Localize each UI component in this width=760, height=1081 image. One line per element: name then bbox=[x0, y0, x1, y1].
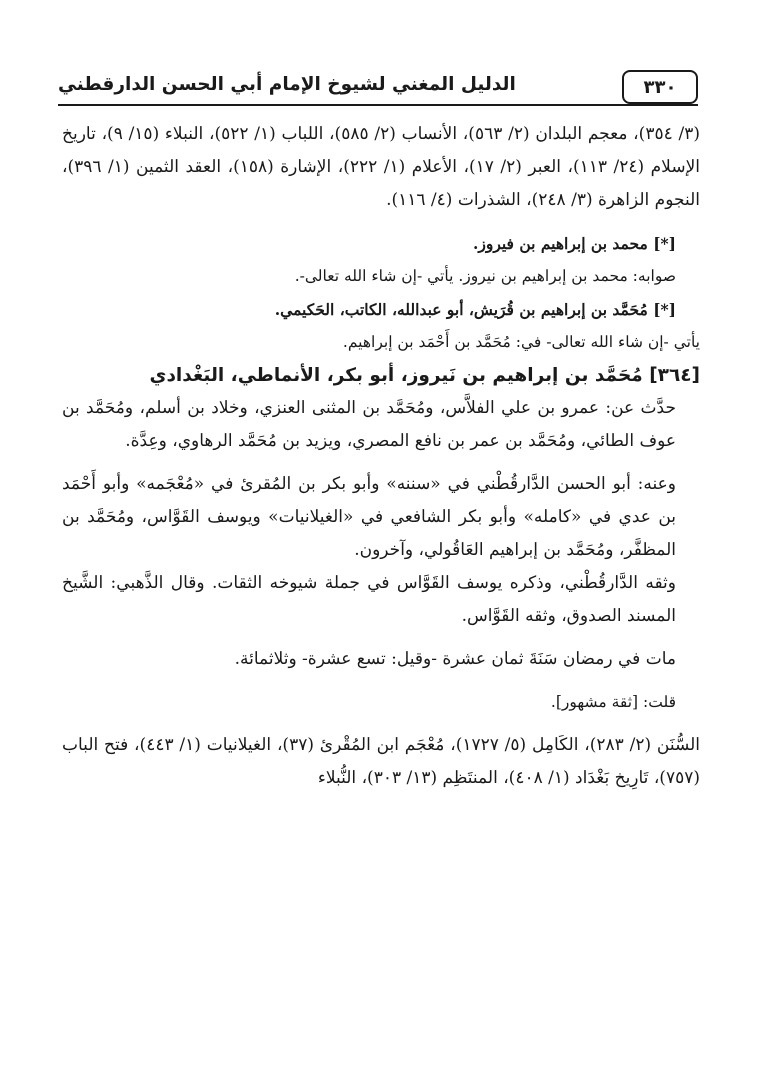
entry-students: وعنه: أبو الحسن الدَّارقُطْني في «سننه» وأبو بكر بن المُقرئ في «مُعْجَمه» وأبو أَحْمَد بن عدي في «كامله» وأبو بكر الشافعي في «الغيلانيات» ويوسف القَوَّاس، ومُحَمَّد بن المظفَّر، ومُحَمَّد بن إبراهيم العَاقُولي، وآخرون. bbox=[62, 474, 676, 560]
spacer bbox=[62, 676, 700, 686]
references-continued: (٣/ ٣٥٤)، معجم البلدان (٢/ ٥٦٣)، الأنساب (٢/ ٥٨٥)، اللباب (١/ ٥٢٢)، النبلاء (١٥/ ٩)، تاريخ الإسلام (٢٤/ ١١٣)، العبر (٢/ ١٧)، الأعلام (١/ ٢٢٢)، الإشارة (١٥٨)، العقد الثمين (١/ ٣٩٦)، النجوم الزاهرة (٣/ ٢٤٨)، الشذرات (٤/ ١١٦). bbox=[62, 124, 700, 210]
spacer bbox=[62, 217, 700, 227]
entry-verdict: قلت: [ثقة مشهور]. bbox=[550, 693, 676, 711]
page-number: ٣٣٠ bbox=[622, 70, 698, 104]
spacer bbox=[62, 458, 700, 468]
header-rule bbox=[58, 104, 698, 106]
running-title: الدليل المغني لشيوخ الإمام أبي الحسن الدارقطني bbox=[58, 74, 516, 95]
note-text-2: يأتي -إن شاء الله تعالى- في: مُحَمَّد بن أَحْمَد بن إبراهيم. bbox=[342, 333, 700, 351]
entry-teachers: حدَّث عن: عمرو بن علي الفلاَّس، ومُحَمَّد بن المثنى العنزي، وخلاد بن أسلم، ومُحَمَّد بن عوف الطائي، ومُحَمَّد بن عمر بن نافع المصري، ويزيد بن مُحَمَّد الرهاوي، وعِدَّة. bbox=[62, 398, 676, 451]
entry-grading: وثقه الدَّارقُطْني، وذكره يوسف القَوَّاس في جملة شيوخه الثقات. وقال الذَّهبي: الشَّيخ المسند الصدوق، وثقه القَوَّاس. bbox=[62, 573, 676, 626]
entry-heading: [٣٦٤] مُحَمَّد بن إبراهيم بن نَيروز، أبو بكر، الأنماطي، البَغْدادي bbox=[149, 365, 700, 386]
note-entry-2: [*] مُحَمَّد بن إبراهيم بن قُرَيش، أبو عبدالله، الكاتب، الحَكيمي. bbox=[274, 300, 676, 319]
page-body bbox=[62, 118, 700, 795]
note-entry-1: [*] محمد بن إبراهيم بن فيروز. bbox=[472, 234, 676, 253]
entry-references: السُّنَن (٢/ ٢٨٣)، الكَامِل (٥/ ١٧٢٧)، مُعْجَم ابن المُقْرئ (٣٧)، الغيلانيات (١/ ٤٤٣)، فتح الباب (٧٥٧)، تَارِيخ بَغْدَاد (١/ ٤٠٨)، المنتَظِم (١٣/ ٣٠٣)، النُّبلاء bbox=[62, 735, 701, 788]
spacer bbox=[62, 633, 700, 643]
page-header bbox=[58, 68, 698, 108]
entry-death: مات في رمضان سَنَةَ ثمان عشرة -وقيل: تسع عشرة- وثلاثمائة. bbox=[234, 649, 676, 669]
note-text-1: صوابه: محمد بن إبراهيم بن نيروز. يأتي -إن شاء الله تعالى-. bbox=[294, 267, 676, 285]
spacer bbox=[62, 719, 700, 729]
